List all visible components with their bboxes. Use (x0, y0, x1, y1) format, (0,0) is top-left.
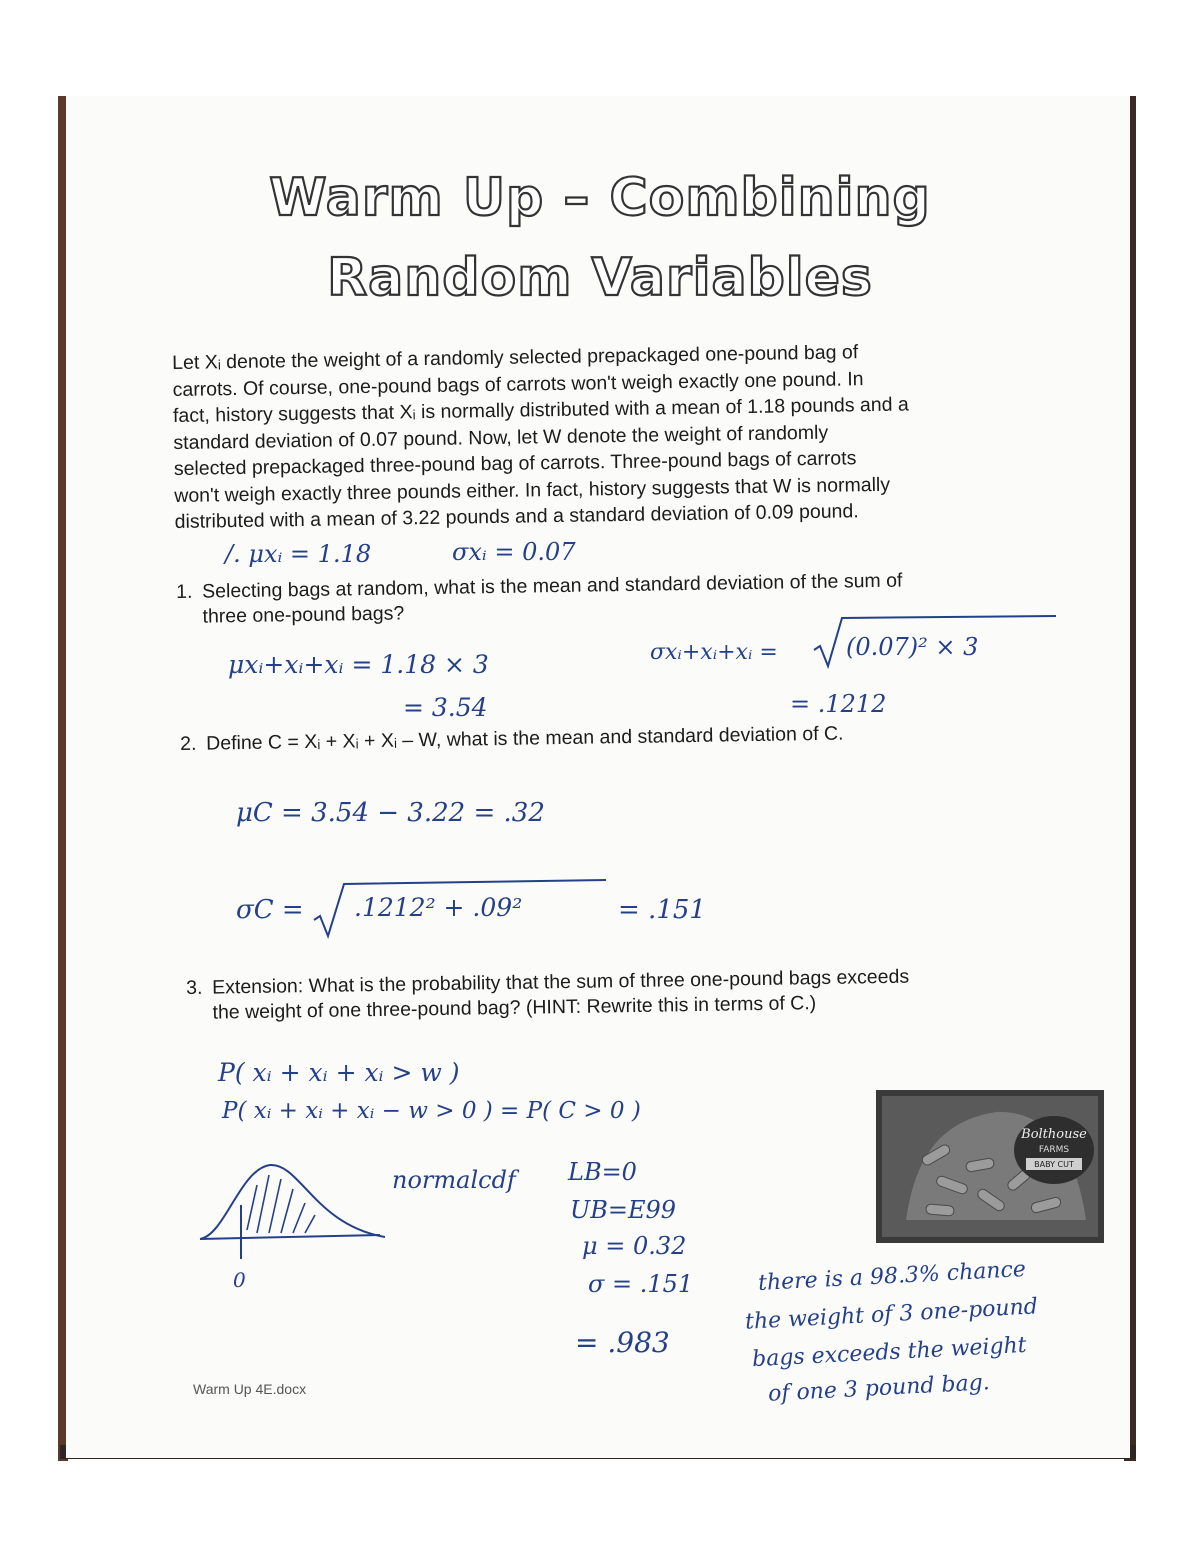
question-number: 3. (186, 976, 203, 999)
calc-sigma: σ = .151 (588, 1270, 694, 1298)
photo-product: BABY CUT (1034, 1160, 1074, 1169)
photo-farms: FARMS (1038, 1145, 1070, 1155)
curve-zero-label: 0 (233, 1268, 246, 1292)
carrot-bag-photo (876, 1090, 1104, 1243)
title-line-1: Warm Up – Combining (269, 168, 931, 228)
question-text-cont: three one-pound bags? (202, 602, 405, 628)
q1-mean-work: μxᵢ+xᵢ+xᵢ = 1.18 × 3 (228, 650, 489, 679)
conclusion-line: the weight of 3 one-pound (744, 1294, 1039, 1335)
calc-result: = .983 (575, 1326, 670, 1359)
intro-line: standard deviation of 0.07 pound. Now, let W denote the weight of randomly (173, 421, 829, 454)
question-text: Extension: What is the probability that the sum of three one-pound bags exceeds (212, 965, 910, 999)
q1-sd-result: = .1212 (790, 690, 887, 718)
intro-line: selected prepackaged three-pound bag of carrots. Three-pound bags of carrots (173, 447, 857, 480)
title-line-2: Random Variables (327, 248, 873, 308)
calc-function: normalcdf (392, 1166, 516, 1194)
question-text: Selecting bags at random, what is the mean and standard deviation of the sum of (202, 569, 903, 603)
q2-sd-lhs: σC = (236, 895, 304, 925)
intro-paragraph (172, 337, 1030, 536)
intro-line: fact, history suggests that Xᵢ is normally distributed with a mean of 1.18 pounds and a (172, 393, 909, 427)
q2-sd-result: = .151 (618, 895, 706, 925)
intro-line: won't weigh exactly three pounds either. In fact, history suggests that W is normally (174, 473, 891, 507)
file-name-footer: Warm Up 4E.docx (193, 1381, 307, 1397)
photo-brand: Bolthouse (1021, 1127, 1087, 1142)
question-text: Define C = Xᵢ + Xᵢ + Xᵢ – W, what is the mean and standard deviation of C. (206, 722, 844, 755)
intro-line: Let Xᵢ denote the weight of a randomly selected prepackaged one-pound bag of (172, 341, 859, 374)
conclusion-line: bags exceeds the weight (751, 1332, 1028, 1373)
q2-mean-work: μC = 3.54 − 3.22 = .32 (236, 798, 545, 828)
question-number: 2. (180, 732, 197, 755)
question-number: 1. (176, 580, 193, 603)
intro-line: distributed with a mean of 3.22 pounds and a standard deviation of 0.09 pound. (174, 500, 859, 533)
calc-mean: μ = 0.32 (582, 1232, 687, 1260)
q1-sd-radicand: (0.07)² × 3 (846, 633, 979, 661)
conclusion-line: there is a 98.3% chance (757, 1257, 1027, 1296)
conclusion-line: of one 3 pound bag. (767, 1370, 991, 1407)
q2-sd-radicand: .1212² + .09² (354, 893, 523, 922)
normal-curve-sketch (195, 1155, 395, 1275)
q1-sd-lhs: σxᵢ+xᵢ+xᵢ = (650, 640, 778, 665)
q3-probability-work: P( xᵢ + xᵢ + xᵢ > w ) (218, 1058, 460, 1087)
intro-line: carrots. Of course, one-pound bags of carrots won't weigh exactly one pound. In (172, 367, 864, 401)
q1-mean-result: = 3.54 (403, 693, 488, 722)
calc-lower-bound: LB=0 (568, 1158, 637, 1186)
calc-upper-bound: UB=E99 (570, 1196, 677, 1224)
q3-probability-rewrite: P( xᵢ + xᵢ + xᵢ − w > 0 ) = P( C > 0 ) (222, 1098, 641, 1124)
given-mean: /. μxᵢ = 1.18 (225, 540, 372, 568)
question-text-cont: the weight of one three-pound bag? (HINT: Rewrite this in terms of C.) (212, 992, 817, 1024)
given-sd: σxᵢ = 0.07 (452, 538, 576, 566)
